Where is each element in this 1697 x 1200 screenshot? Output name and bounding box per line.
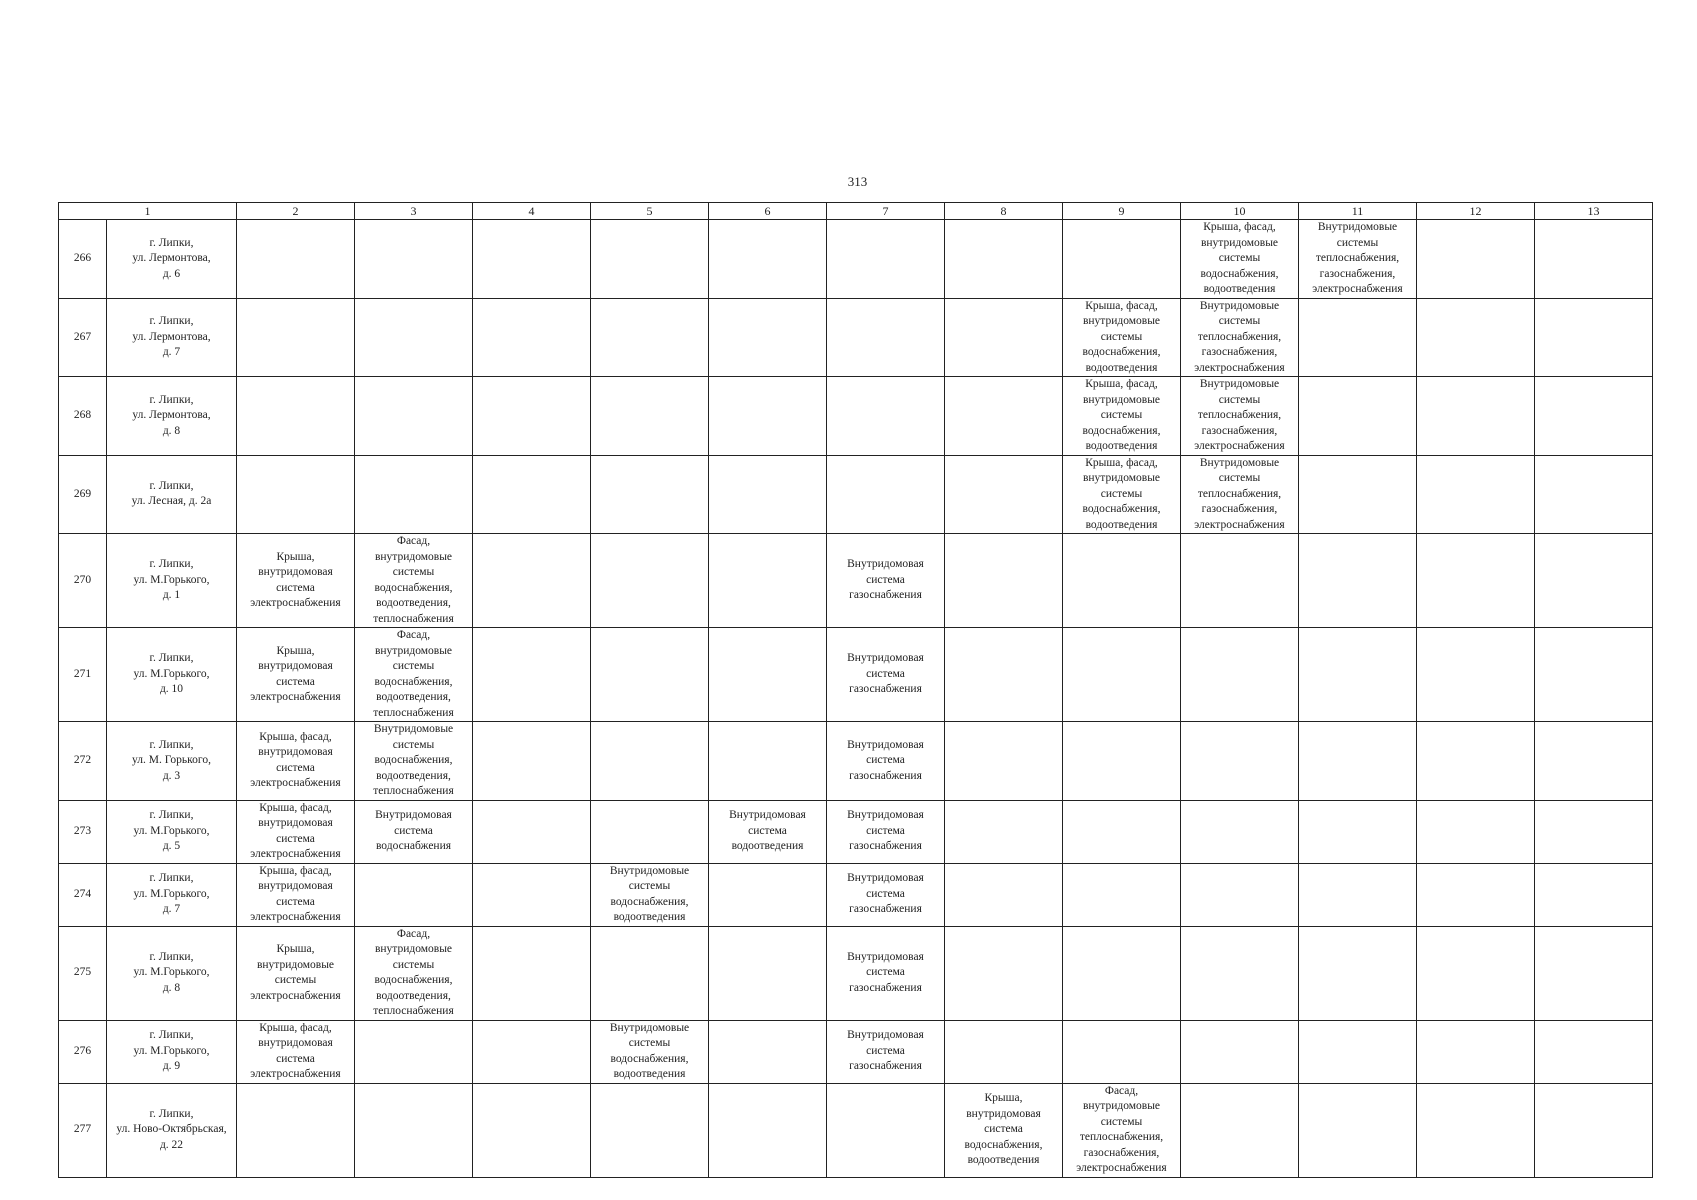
cell-text: Внутридомовые системы теплоснабжения, газоснабжения, электроснабжения	[1194, 299, 1285, 374]
cell-text: Крыша, фасад, внутридомовая система электроснабжения	[250, 864, 341, 923]
work-cell	[1417, 926, 1535, 1020]
cell-text: Крыша, фасад, внутридомовые системы водоснабжения, водоотведения	[1082, 456, 1161, 531]
work-cell	[1535, 534, 1653, 628]
work-cell	[945, 863, 1063, 926]
address-cell	[107, 1020, 237, 1083]
address-cell	[107, 722, 237, 801]
work-cell	[1181, 1020, 1299, 1083]
cell-text: г. Липки, ул. М.Горького, д. 7	[133, 872, 210, 916]
work-cell	[1417, 1083, 1535, 1177]
work-cell	[237, 926, 355, 1020]
work-cell	[1063, 628, 1181, 722]
cell-text: 268	[73, 409, 92, 421]
cell-text: г. Липки, ул. М.Горького, д. 9	[133, 1029, 210, 1073]
cell-text: 277	[73, 1123, 92, 1136]
work-cell	[1299, 628, 1417, 722]
work-cell	[945, 800, 1063, 863]
work-cell	[1535, 455, 1653, 534]
address-cell	[107, 926, 237, 1020]
row-number-cell	[59, 377, 107, 456]
work-cell	[1299, 863, 1417, 926]
work-cell	[1535, 628, 1653, 722]
page-number: 313	[847, 174, 868, 189]
column-header: 12	[1417, 203, 1535, 220]
work-cell	[237, 628, 355, 722]
work-cell	[237, 722, 355, 801]
cell-text: г. Липки, ул. М.Горького, д. 8	[133, 950, 210, 994]
table-row	[59, 377, 1653, 456]
work-cell	[827, 298, 945, 377]
work-cell	[827, 220, 945, 299]
work-cell	[1535, 926, 1653, 1020]
work-cell	[1063, 863, 1181, 926]
cell-text: Внутридомовая система водоснабжения	[375, 809, 452, 853]
cell-text: Крыша, фасад, внутридомовая система электроснабжения	[250, 730, 341, 790]
work-cell	[1299, 220, 1417, 299]
cell-text: Внутридомовые системы теплоснабжения, газоснабжения, электроснабжения	[1194, 378, 1285, 452]
cell-text: г. Липки, ул. Лесная, д. 2а	[131, 479, 212, 508]
cell-text: г. Липки, ул. М.Горького, д. 1	[133, 558, 210, 602]
table-row	[59, 1020, 1653, 1083]
table-row	[59, 1083, 1653, 1177]
work-cell	[1063, 377, 1181, 456]
work-cell	[709, 1020, 827, 1083]
address-cell	[107, 455, 237, 534]
column-header: 13	[1535, 203, 1653, 220]
work-cell	[591, 377, 709, 456]
table-row	[59, 455, 1653, 534]
work-cell	[709, 926, 827, 1020]
work-cell	[1417, 534, 1535, 628]
work-cell	[355, 298, 473, 377]
work-cell	[709, 800, 827, 863]
work-cell	[1535, 220, 1653, 299]
row-number-cell	[59, 800, 107, 863]
work-cell	[591, 298, 709, 377]
work-cell	[1063, 1083, 1181, 1177]
table-row	[59, 722, 1653, 801]
cell-text: Крыша, внутридомовая система водоснабжения, водоотведения	[964, 1092, 1043, 1167]
work-cell	[355, 800, 473, 863]
work-cell	[945, 1020, 1063, 1083]
row-number-cell	[59, 534, 107, 628]
cell-text: Крыша, фасад, внутридомовая система электроснабжения	[250, 1021, 341, 1080]
column-header: 7	[827, 203, 945, 220]
work-cell	[473, 377, 591, 456]
cell-text: 267	[73, 330, 92, 343]
work-cell	[473, 926, 591, 1020]
work-cell	[1535, 1083, 1653, 1177]
work-cell	[1181, 722, 1299, 801]
row-number-cell	[59, 628, 107, 722]
row-number-cell	[59, 863, 107, 926]
work-cell	[827, 1020, 945, 1083]
work-cell	[1181, 800, 1299, 863]
row-number-cell	[59, 298, 107, 377]
work-cell	[1181, 926, 1299, 1020]
work-cell	[827, 455, 945, 534]
work-cell	[473, 722, 591, 801]
work-cell	[473, 455, 591, 534]
work-cell	[591, 1020, 709, 1083]
row-number-cell	[59, 722, 107, 801]
work-cell	[945, 1083, 1063, 1177]
work-cell	[1181, 1083, 1299, 1177]
work-cell	[945, 455, 1063, 534]
work-cell	[591, 455, 709, 534]
cell-text: Внутридомовая система газоснабжения	[847, 1029, 924, 1073]
work-cell	[1063, 298, 1181, 377]
cell-text: Внутридомовая система газоснабжения	[847, 652, 924, 696]
work-cell	[945, 926, 1063, 1020]
work-cell	[827, 377, 945, 456]
work-cell	[355, 220, 473, 299]
cell-text: г. Липки, ул. Ново-Октябрьская, д. 22	[116, 1107, 227, 1151]
work-cell	[1417, 455, 1535, 534]
work-cell	[1417, 220, 1535, 299]
work-cell	[237, 220, 355, 299]
work-cell	[237, 863, 355, 926]
cell-text: Крыша, фасад, внутридомовая система электроснабжения	[250, 801, 341, 860]
work-cell	[1535, 863, 1653, 926]
cell-text: Внутридомовые системы теплоснабжения, газоснабжения, электроснабжения	[1312, 221, 1403, 295]
work-cell	[827, 534, 945, 628]
work-cell	[1535, 1020, 1653, 1083]
work-cell	[473, 298, 591, 377]
column-header: 1	[59, 203, 237, 220]
work-cell	[473, 1020, 591, 1083]
table-row	[59, 926, 1653, 1020]
cell-text: Внутридомовые системы водоснабжения, водоотведения	[609, 864, 690, 923]
cell-text: Внутридомовые системы теплоснабжения, газоснабжения, электроснабжения	[1194, 456, 1285, 531]
cell-text: г. Липки, ул. Лермонтова, д. 8	[132, 393, 211, 437]
work-cell	[1181, 534, 1299, 628]
work-cell	[237, 534, 355, 628]
work-cell	[1063, 220, 1181, 299]
work-cell	[1299, 534, 1417, 628]
work-cell	[1299, 298, 1417, 377]
work-cell	[1063, 800, 1181, 863]
address-cell	[107, 863, 237, 926]
cell-text: Фасад, внутридомовые системы водоснабжения, водоотведения, теплоснабжения	[373, 535, 454, 625]
work-cell	[709, 298, 827, 377]
work-cell	[1063, 455, 1181, 534]
work-cell	[709, 534, 827, 628]
work-cell	[1063, 926, 1181, 1020]
work-cell	[355, 863, 473, 926]
work-cell	[1181, 220, 1299, 299]
work-cell	[355, 377, 473, 456]
work-cell	[1417, 722, 1535, 801]
work-cell	[1181, 863, 1299, 926]
work-cell	[1417, 377, 1535, 456]
column-header: 8	[945, 203, 1063, 220]
table-row	[59, 298, 1653, 377]
work-cell	[237, 298, 355, 377]
work-cell	[355, 926, 473, 1020]
work-cell	[1417, 800, 1535, 863]
cell-text: Внутридомовая система газоснабжения	[847, 809, 924, 853]
work-cell	[1063, 1020, 1181, 1083]
address-cell	[107, 534, 237, 628]
work-cell	[591, 1083, 709, 1177]
address-cell	[107, 628, 237, 722]
cell-text: 273	[73, 824, 92, 837]
cell-text: 276	[73, 1044, 92, 1057]
cell-text: Внутридомовые системы водоснабжения, водоотведения	[609, 1021, 690, 1080]
work-cell	[237, 377, 355, 456]
work-cell	[1181, 628, 1299, 722]
cell-text: Крыша, фасад, внутридомовые системы водоснабжения, водоотведения	[1200, 221, 1279, 295]
work-cell	[591, 628, 709, 722]
work-cell	[1299, 722, 1417, 801]
work-cell	[1181, 298, 1299, 377]
column-header: 3	[355, 203, 473, 220]
work-cell	[1535, 377, 1653, 456]
work-cell	[1417, 628, 1535, 722]
work-cell	[1299, 1020, 1417, 1083]
cell-text: Внутридомовые системы водоснабжения, водоотведения, теплоснабжения	[373, 723, 454, 797]
address-cell	[107, 298, 237, 377]
row-number-cell	[59, 455, 107, 534]
work-cell	[1417, 298, 1535, 377]
work-cell	[473, 628, 591, 722]
work-cell	[827, 722, 945, 801]
cell-text: Фасад, внутридомовые системы теплоснабжения, газоснабжения, электроснабжения	[1076, 1084, 1167, 1174]
cell-text: г. Липки, ул. Лермонтова, д. 6	[132, 236, 211, 280]
work-cell	[709, 722, 827, 801]
work-cell	[709, 628, 827, 722]
table-row	[59, 800, 1653, 863]
row-number-cell	[59, 926, 107, 1020]
work-cell	[1181, 377, 1299, 456]
work-cell	[945, 534, 1063, 628]
table-row	[59, 534, 1653, 628]
cell-text: Крыша, фасад, внутридомовые системы водоснабжения, водоотведения	[1082, 378, 1161, 452]
table-row	[59, 628, 1653, 722]
work-cell	[473, 534, 591, 628]
work-cell	[709, 1083, 827, 1177]
work-cell	[237, 455, 355, 534]
column-header: 10	[1181, 203, 1299, 220]
work-cell	[591, 800, 709, 863]
work-cell	[473, 220, 591, 299]
work-cell	[827, 1083, 945, 1177]
work-cell	[827, 628, 945, 722]
work-cell	[591, 926, 709, 1020]
work-cell	[591, 220, 709, 299]
column-header: 6	[709, 203, 827, 220]
work-cell	[709, 455, 827, 534]
column-header: 2	[237, 203, 355, 220]
cell-text: Фасад, внутридомовые системы водоснабжения, водоотведения, теплоснабжения	[373, 927, 454, 1017]
work-cell	[1181, 455, 1299, 534]
work-cell	[945, 628, 1063, 722]
work-cell	[1299, 800, 1417, 863]
cell-text: Внутридомовая система газоснабжения	[847, 950, 924, 994]
address-cell	[107, 377, 237, 456]
work-cell	[1535, 800, 1653, 863]
column-header: 4	[473, 203, 591, 220]
work-cell	[1299, 1083, 1417, 1177]
work-cell	[591, 722, 709, 801]
work-cell	[237, 800, 355, 863]
cell-text: 271	[73, 667, 92, 680]
work-cell	[355, 722, 473, 801]
work-cell	[355, 628, 473, 722]
cell-text: 266	[73, 252, 92, 264]
repair-schedule-table	[58, 202, 1653, 1178]
work-cell	[827, 926, 945, 1020]
row-number-cell	[59, 1083, 107, 1177]
work-cell	[237, 1020, 355, 1083]
cell-text: 274	[73, 887, 92, 900]
work-cell	[473, 863, 591, 926]
work-cell	[1417, 863, 1535, 926]
column-header: 11	[1299, 203, 1417, 220]
work-cell	[591, 863, 709, 926]
table-row	[59, 863, 1653, 926]
row-number-cell	[59, 1020, 107, 1083]
work-cell	[1063, 534, 1181, 628]
cell-text: Внутридомовая система водоотведения	[729, 809, 806, 853]
cell-text: Внутридомовая система газоснабжения	[847, 872, 924, 916]
work-cell	[709, 220, 827, 299]
work-cell	[709, 863, 827, 926]
cell-text: 272	[73, 754, 92, 766]
work-cell	[945, 220, 1063, 299]
column-header: 9	[1063, 203, 1181, 220]
address-cell	[107, 220, 237, 299]
address-cell	[107, 800, 237, 863]
cell-text: Внутридомовая система газоснабжения	[847, 738, 924, 782]
work-cell	[473, 1083, 591, 1177]
work-cell	[1299, 377, 1417, 456]
work-cell	[1299, 455, 1417, 534]
cell-text: 270	[73, 573, 92, 586]
work-cell	[1417, 1020, 1535, 1083]
work-cell	[709, 377, 827, 456]
column-header: 5	[591, 203, 709, 220]
work-cell	[945, 377, 1063, 456]
cell-text: г. Липки, ул. М. Горького, д. 3	[132, 738, 211, 782]
work-cell	[827, 863, 945, 926]
work-cell	[355, 455, 473, 534]
work-cell	[473, 800, 591, 863]
cell-text: Крыша, фасад, внутридомовые системы водоснабжения, водоотведения	[1082, 299, 1161, 374]
address-cell	[107, 1083, 237, 1177]
work-cell	[355, 534, 473, 628]
cell-text: Внутридомовая система газоснабжения	[847, 558, 924, 602]
work-cell	[1299, 926, 1417, 1020]
work-cell	[945, 722, 1063, 801]
cell-text: г. Липки, ул. М.Горького, д. 10	[133, 652, 210, 696]
work-cell	[355, 1020, 473, 1083]
work-cell	[237, 1083, 355, 1177]
cell-text: г. Липки, ул. Лермонтова, д. 7	[132, 315, 211, 358]
cell-text: 269	[73, 487, 92, 500]
cell-text: Крыша, внутридомовые системы электроснабжения	[250, 943, 341, 1002]
row-number-cell	[59, 220, 107, 299]
work-cell	[1535, 722, 1653, 801]
cell-text: 275	[73, 966, 92, 979]
work-cell	[355, 1083, 473, 1177]
cell-text: Крыша, внутридомовая система электроснабжения	[250, 644, 341, 703]
work-cell	[945, 298, 1063, 377]
cell-text: г. Липки, ул. М.Горького, д. 5	[133, 809, 210, 853]
cell-text: Фасад, внутридомовые системы водоснабжения, водоотведения, теплоснабжения	[373, 629, 454, 719]
header-row	[59, 203, 1653, 220]
work-cell	[1535, 298, 1653, 377]
work-cell	[591, 534, 709, 628]
work-cell	[827, 800, 945, 863]
cell-text: Крыша, внутридомовая система электроснабжения	[250, 550, 341, 609]
table-row	[59, 220, 1653, 299]
work-cell	[1063, 722, 1181, 801]
